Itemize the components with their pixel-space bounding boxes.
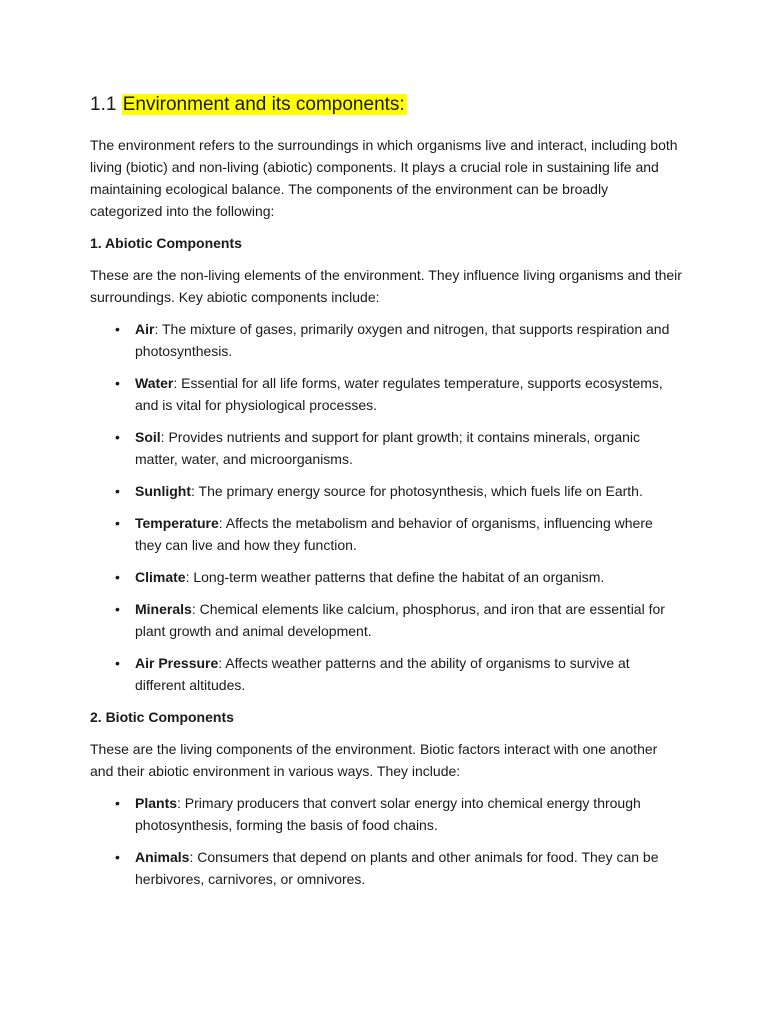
bullet-icon: • <box>115 601 120 617</box>
list-item-term: Temperature <box>135 515 219 531</box>
list-item-term: Plants <box>135 795 178 811</box>
bullet-icon: • <box>115 321 120 337</box>
biotic-description: These are the living components of the environment. Biotic factors interact with one another and their abiotic environment in various ways. They include: <box>90 741 658 779</box>
list-item-text: : Affects the metabolism and behavior of organisms, influencing where they can live and how they function. <box>135 515 653 553</box>
list-item-text: : Long-term weather patterns that define the habitat of an organism. <box>185 569 605 585</box>
list-item <box>90 846 682 890</box>
bullet-icon: • <box>115 655 120 671</box>
list-item-text: : The mixture of gases, primarily oxygen and nitrogen, that supports respiration and photosynthesis. <box>135 321 670 359</box>
abiotic-list <box>90 318 682 696</box>
list-item-term: Water <box>135 375 174 391</box>
list-item-term: Animals <box>135 849 190 865</box>
list-item-term: Air Pressure <box>135 655 219 671</box>
list-item-term: Sunlight <box>135 483 191 499</box>
list-item <box>90 598 682 642</box>
abiotic-description: These are the non-living elements of the environment. They influence living organisms and their surroundings. Key abiotic components include: <box>90 267 682 305</box>
section-title-highlighted: Environment and its components: <box>122 94 405 115</box>
list-item <box>90 512 682 556</box>
list-item <box>90 318 682 362</box>
list-item-term: Climate <box>135 569 186 585</box>
biotic-list <box>90 792 682 890</box>
bullet-icon: • <box>115 569 120 585</box>
document-page <box>90 90 682 900</box>
list-item <box>90 480 682 502</box>
bullet-icon: • <box>115 515 120 531</box>
intro-paragraph: The environment refers to the surroundings in which organisms live and interact, including both living (biotic) and non-living (abiotic) components. It plays a crucial role in sustaining life and maintaining ecological balance. The components of the environment can be broadly categorized into the following: <box>90 137 678 219</box>
bullet-icon: • <box>115 795 120 811</box>
list-item-term: Minerals <box>135 601 192 617</box>
bullet-icon: • <box>115 375 120 391</box>
biotic-heading: 2. Biotic Components <box>90 709 234 725</box>
list-item-text: : Affects weather patterns and the ability of organisms to survive at different altitudes. <box>135 655 630 693</box>
list-item-text: : The primary energy source for photosynthesis, which fuels life on Earth. <box>191 483 643 499</box>
list-item <box>90 792 682 836</box>
list-item <box>90 566 682 588</box>
section-heading <box>90 90 682 120</box>
list-item-text: : Consumers that depend on plants and other animals for food. They can be herbivores, carnivores, or omnivores. <box>135 849 659 887</box>
list-item-term: Soil <box>135 429 161 445</box>
list-item-term: Air <box>135 321 155 337</box>
section-number: 1.1 <box>90 94 117 115</box>
list-item-text: : Chemical elements like calcium, phosphorus, and iron that are essential for plant growth and animal development. <box>135 601 665 639</box>
list-item-text: : Primary producers that convert solar energy into chemical energy through photosynthesis, forming the basis of food chains. <box>135 795 641 833</box>
abiotic-heading: 1. Abiotic Components <box>90 235 242 251</box>
bullet-icon: • <box>115 429 120 445</box>
list-item-text: : Essential for all life forms, water regulates temperature, supports ecosystems, and is vital for physiological processes. <box>135 375 663 413</box>
list-item <box>90 652 682 696</box>
bullet-icon: • <box>115 483 120 499</box>
list-item <box>90 426 682 470</box>
bullet-icon: • <box>115 849 120 865</box>
list-item-text: : Provides nutrients and support for plant growth; it contains minerals, organic matter, water, and microorganisms. <box>135 429 641 467</box>
list-item <box>90 372 682 416</box>
